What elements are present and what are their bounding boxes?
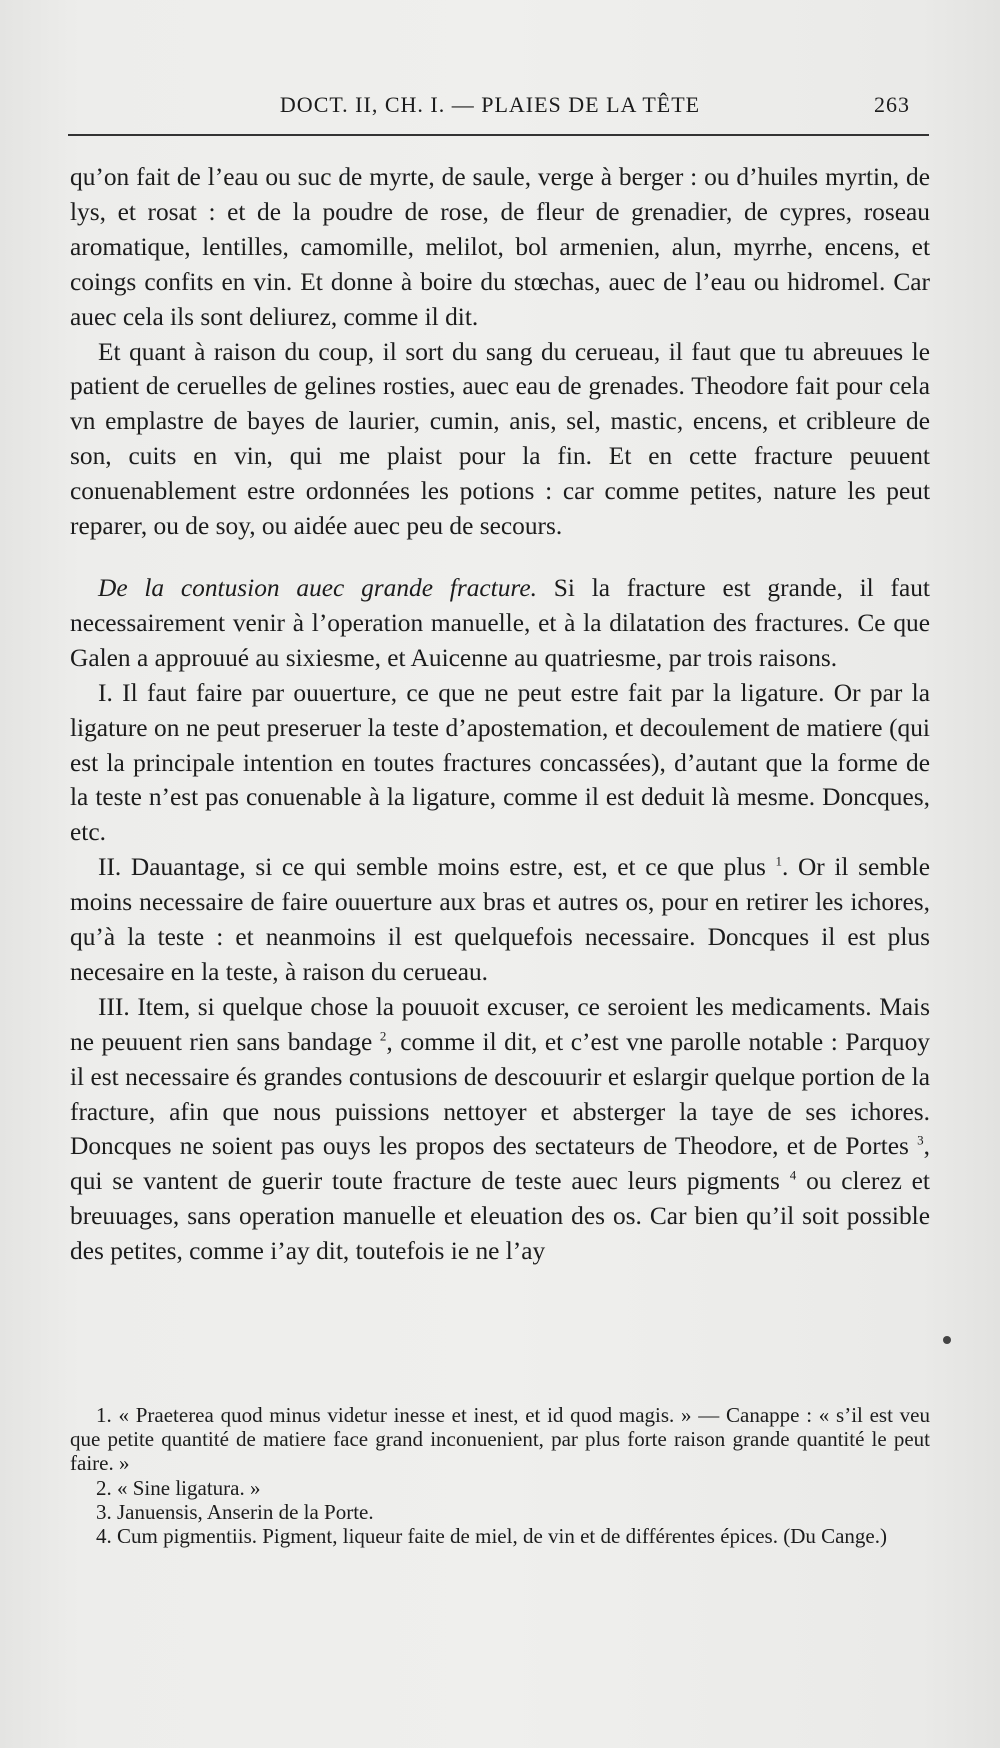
section-title: De la contusion auec grande fracture. [98,573,537,602]
paragraph-3 [70,571,930,676]
paragraph-3-text: Si la fracture est grande, il faut necessairement venir à l’operation manuelle, et à la dilatation des fractures. Ce que Galen a approuué au sixiesme, et Auicenne au quatriesme, par trois raisons. [70,573,930,672]
paragraph-5 [70,850,930,990]
footnotes [70,1403,930,1548]
footnote-ref-1: 1 [775,853,783,869]
running-head [70,92,910,122]
paragraph-6-text-b: , comme il dit, et c’est vne parolle notable : Parquoy il est necessaire és grandes contusions de descouurir et eslargir quelque portion de la fracture, afin que nous puissions nettoyer et absterger la taye de ses ichores. Doncques ne soient pas ouys les propos des sectateurs de Theodore, et de Portes [70,1027,930,1161]
footnote-ref-4: 4 [789,1167,797,1183]
running-title: DOCT. II, CH. I. — PLAIES DE LA TÊTE [279,92,701,117]
footnote-ref-2: 2 [379,1028,387,1044]
paragraph-6-text-a: III. Item, si quelque chose la pouuoit excuser, ce seroient les medicaments. Mais ne peuuent rien sans bandage [70,992,930,1056]
paragraph-2: Et quant à raison du coup, il sort du sang du cerueau, il faut que tu abreuues le patient de ceruelles de gelines rosties, auec eau de grenades. Theodore fait pour cela vn emplastre de bayes de laurier, cumin, anis, sel, mastic, encens, et cribleure de son, cuits en vin, qui me plaist pour la fin. Et en cette fracture peuuent conuenablement estre ordonnées les potions : car comme petites, nature les peut reparer, ou de soy, ou aidée auec peu de secours. [70,337,930,541]
footnote-ref-3: 3 [917,1133,924,1148]
footnote-3: 3. Januensis, Anserin de la Porte. [96,1499,374,1524]
paragraph-5-text-a: II. Dauantage, si ce qui semble moins estre, est, et ce que plus [98,853,766,882]
paragraph-6-text-d: ou clerez et breuuages, sans operation manuelle et eleuation des os. Car bien qu’il soit possible des petites, comme i’ay dit, toutefois ie ne l’ay [70,1167,930,1266]
ink-spot [943,1336,951,1344]
footnote-2: 2. « Sine ligatura. » [96,1475,261,1500]
page-number: 263 [874,92,910,117]
main-text [70,160,930,1269]
paragraph-6 [70,990,930,1269]
footnote-4: 4. Cum pigmentiis. Pigment, liqueur faite de miel, de vin et de différentes épices. (Du Cange.) [96,1524,887,1549]
paragraph-6-text-c: , qui se vantent de guerir toute fracture de teste auec leurs pigments [70,1132,930,1196]
paragraph-1: qu’on fait de l’eau ou suc de myrte, de saule, verge à berger : ou d’huiles myrtin, de lys, et rosat : et de la poudre de rose, de fleur de grenadier, de cypres, roseau aromatique, lentilles, camomille, melilot, bol armenien, alun, myrrhe, encens, et coings confits en vin. Et donne à boire du stœchas, auec de l’eau ou hidromel. Car auec cela ils sont deliurez, comme il dit. [70,163,930,331]
paragraph-5-text-b: . Or il semble moins necessaire de faire ouuerture aux bras et autres os, pour en retirer les ichores, qu’à la teste : et neanmoins il est quelquefois necessaire. Doncques il est plus necesaire en la teste, à raison du cerueau. [70,853,930,986]
paragraph-4: I. Il faut faire par ouuerture, ce que ne peut estre fait par la ligature. Or par la ligature on ne peut preseruer la teste d’apostemation, et decoulement de matiere (qui est la principale intention en toutes fractures concassées), d’autant que la forme de la teste n’est pas conuenable à la ligature, comme il est deduit là mesme. Doncques, etc. [70,678,930,847]
header-rule [68,134,929,136]
footnote-1: 1. « Praeterea quod minus videtur inesse et inest, et id quod magis. » — Canappe : « s’il est veu que petite quantité de matiere face grand inconuenient, par plus forte raison grande quantité le peut faire. » [70,1403,930,1476]
